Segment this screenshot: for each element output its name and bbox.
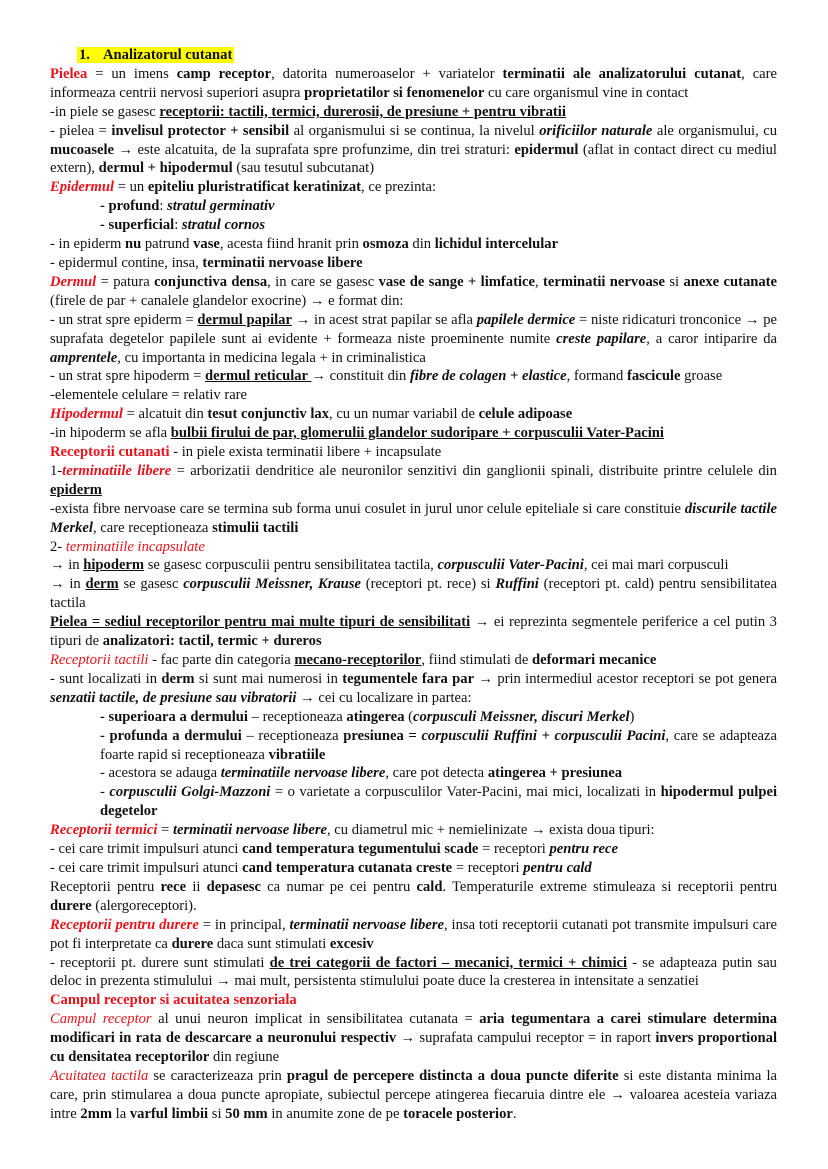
paragraph-p28: [50, 821, 777, 840]
emphasis-text: cand temperatura cutanata creste: [242, 859, 453, 876]
emphasis-text: - profund: [100, 198, 160, 215]
body-text: (: [404, 708, 414, 725]
paragraph-p24: [50, 708, 777, 727]
body-text: se gasesc: [118, 576, 184, 593]
body-text: , cei mai mari corpusculi: [583, 557, 729, 574]
body-text: , care pot detecta: [385, 765, 488, 782]
emphasis-text: atingerea + presiunea: [487, 765, 623, 782]
paragraph-p34: [50, 991, 777, 1010]
emphasis-text: analizatori: tactil, termic + dureros: [102, 633, 322, 650]
body-text: cu care organismul vine in contact: [484, 84, 689, 101]
body-text: → in: [50, 557, 84, 574]
body-text: ,: [534, 273, 544, 290]
term-heading: Hipodermul: [50, 406, 123, 423]
emphasis-text: depasesc: [206, 878, 261, 895]
emphasis-text: dermul reticular: [204, 368, 312, 385]
body-text: -: [100, 784, 110, 801]
emphasis-text: vase de sange + limfatice: [378, 273, 535, 290]
paragraph-p5: [50, 197, 777, 216]
section-number: 1.: [79, 47, 90, 63]
emphasis-text: derm: [85, 576, 119, 593]
emphasis-text: lichidul intercelular: [434, 236, 559, 253]
body-text: , ce prezinta:: [361, 179, 436, 196]
emphasis-text: presiunea =: [343, 727, 417, 744]
emphasis-text: pentru cald: [523, 859, 592, 876]
paragraph-p7: [50, 235, 777, 254]
emphasis-text: receptorii: tactili, termici, durerosii, de presiune + pentru vibratii: [159, 103, 566, 120]
body-text: – receptioneaza: [241, 727, 344, 744]
body-text: -elementele celulare = relativ rare: [50, 387, 248, 404]
document-page: [50, 46, 777, 1124]
term-heading: Campul receptor si acuitatea senzoriala: [50, 992, 297, 1009]
body-text: se caracterizeaza prin: [148, 1067, 287, 1084]
paragraph-p35: [50, 1010, 777, 1067]
emphasis-text: invelisul protector + sensibil: [111, 122, 290, 139]
paragraph-p1: [50, 65, 777, 103]
paragraph-p14: [50, 424, 777, 443]
body-text: (receptori pt. cald) pentru sensibilitatea tactila: [50, 576, 777, 612]
emphasis-text: toracele posterior: [403, 1105, 513, 1122]
paragraph-p32: [50, 916, 777, 954]
body-text: = alcatuit din: [122, 406, 208, 423]
body-text: din regiune: [209, 1049, 280, 1066]
emphasis-text: derm: [161, 670, 195, 687]
body-text: ): [629, 708, 635, 725]
body-text: , care informeaza centrii nervosi superiori asupra: [50, 65, 777, 101]
term-heading: Pielea: [50, 65, 88, 82]
emphasis-text: atingerea: [346, 708, 405, 725]
emphasis-text: durere: [50, 897, 92, 914]
emphasis-text: senzatii tactile, de presiune sau vibratorii: [50, 689, 297, 706]
body-text: → cei cu localizare in partea:: [296, 689, 472, 706]
emphasis-text: stratul cornos: [181, 217, 266, 234]
body-text: , cu un numar variabil de: [329, 406, 479, 423]
body-text: = arborizatii dendritice ale neuronilor senzitivi din ganglionii spinali, distribuite printre celulele din: [171, 462, 777, 479]
body-text: – receptioneaza: [247, 708, 347, 725]
body-text: = un imens: [87, 65, 177, 82]
body-text: = in principal,: [198, 916, 290, 933]
emphasis-text: epiteliu pluristratificat keratinizat: [147, 179, 362, 196]
term-heading: Receptorii pentru durere: [50, 916, 199, 933]
emphasis-text: osmoza: [362, 236, 409, 253]
term-heading: Campul receptor: [50, 1011, 152, 1028]
paragraph-p4: [50, 178, 777, 197]
emphasis-text: terminatii ale analizatorului cutanat: [502, 65, 742, 82]
paragraph-p17: [50, 500, 777, 538]
paragraph-p13: [50, 405, 777, 424]
emphasis-text: mecano-receptorilor: [294, 652, 422, 668]
body-text: - un strat spre epiderm =: [50, 311, 198, 328]
body-text: daca sunt stimulati: [213, 935, 330, 952]
paragraph-p18: [50, 538, 777, 557]
body-text: , insa toti receptorii cutanati pot transmite impulsuri care pot fi interpretate ca: [50, 916, 777, 952]
term-heading: Dermul: [50, 273, 97, 290]
body-text: = niste ridicaturi tronconice → pe suprafata degetelor papilele sunt ai evidente + formeaza niste proeminente numite: [50, 311, 777, 347]
emphasis-text: bulbii firului de par, glomerulii glandelor sudoripare + corpusculii Vater-Pacini: [170, 425, 664, 442]
term-heading: Receptorii cutanati: [50, 444, 170, 461]
emphasis-text: terminatiile nervoase libere: [220, 765, 386, 782]
body-text: si este distanta minima la care, prin stimularea a doua puncte apropiate, subiectul percepe atingerea fiecaruia dintre ele → valoarea acesteia variaza intre: [50, 1067, 777, 1122]
body-text: , a caror intiparire da: [646, 330, 778, 347]
paragraph-p31: [50, 878, 777, 916]
emphasis-text: corpusculii Vater-Pacini: [437, 557, 584, 574]
body-text: groase: [680, 368, 723, 385]
emphasis-text: conjunctiva densa: [154, 273, 268, 290]
body-text: (firele de par + canalele glandelor exocrine) → e format din:: [50, 292, 404, 309]
emphasis-text: tesut conjunctiv lax: [207, 406, 330, 423]
term-heading: terminatiile libere: [62, 462, 172, 479]
body-text: , care receptioneaza: [92, 519, 213, 536]
paragraph-p30: [50, 859, 777, 878]
paragraph-p6: [50, 216, 777, 235]
body-text: - fac parte din categoria: [148, 652, 295, 668]
body-text: - acestora se adauga: [100, 765, 221, 782]
emphasis-text: - superficial: [100, 217, 175, 234]
body-text: =: [157, 822, 173, 839]
body-text: 1-: [50, 462, 63, 479]
emphasis-text: de trei categorii de factori – mecanici, termici + chimici: [269, 954, 628, 971]
body-text: - receptorii pt. durere sunt stimulati: [50, 954, 270, 971]
paragraph-p15: [50, 443, 777, 462]
emphasis-text: vibratiile: [268, 746, 326, 763]
body-text: :: [159, 198, 168, 215]
body-text: (alergoreceptori).: [91, 897, 197, 914]
emphasis-text: corpusculii Golgi-Mazzoni: [109, 784, 271, 801]
paragraph-p12: [50, 386, 777, 405]
emphasis-text: terminatii nervoase libere: [172, 822, 327, 839]
paragraph-p21: [50, 613, 777, 651]
emphasis-text: hipoderm: [83, 557, 145, 574]
emphasis-text: cand temperatura tegumentului scade: [242, 841, 479, 858]
emphasis-text: corpusculi Meissner, discuri Merkel: [413, 708, 630, 725]
emphasis-text: tegumentele fara par: [342, 670, 475, 687]
emphasis-text: 50 mm: [225, 1105, 268, 1122]
emphasis-text: 2mm: [80, 1105, 113, 1122]
body-text: - sunt localizati in: [50, 670, 162, 687]
body-text: - cei care trimit impulsuri atunci: [50, 859, 243, 876]
body-text: - epidermul contine, insa,: [50, 254, 203, 271]
body-text: , in care se gasesc: [267, 273, 379, 290]
body-text: la: [112, 1105, 130, 1122]
section-title: [50, 46, 777, 65]
paragraph-p8: [50, 254, 777, 273]
paragraph-p29: [50, 840, 777, 859]
emphasis-text: pragul de percepere distincta a doua puncte diferite: [286, 1067, 619, 1084]
emphasis-text: papilele dermice: [476, 311, 576, 328]
body-text: -exista fibre nervoase care se termina sub forma unui cosulet in jurul unor celule epiteliale si care constituie: [50, 500, 685, 517]
term-heading: Receptorii termici: [50, 822, 158, 839]
emphasis-text: celule adipoase: [478, 406, 573, 423]
emphasis-text: epidermul: [514, 141, 579, 158]
paragraph-p11: [50, 367, 777, 386]
body-text: se gasesc corpusculii pentru sensibilitatea tactila,: [144, 557, 438, 574]
emphasis-text: mucoasele: [50, 141, 115, 158]
body-text: Receptorii pentru: [50, 878, 161, 895]
paragraph-p9: [50, 273, 777, 311]
paragraph-p22: [50, 651, 777, 670]
emphasis-text: nu: [124, 236, 142, 253]
paragraph-p19: [50, 556, 777, 575]
emphasis-text: pentru rece: [549, 841, 618, 858]
emphasis-text: proprietatilor si fenomenelor: [304, 84, 485, 101]
body-text: → ei reprezinta segmentele periferice a cel putin 3 tipuri de: [50, 614, 777, 650]
section-title-text: Analizatorul cutanat: [103, 47, 233, 63]
paragraph-p23: [50, 670, 777, 708]
emphasis-text: fascicule: [626, 368, 681, 385]
body-text: , acesta fiind hranit prin: [219, 236, 363, 253]
body-text: = un: [114, 179, 148, 196]
body-text: = o varietate a corpusculilor Vater-Pacini, mai mici, localizati in: [270, 784, 661, 801]
emphasis-text: corpusculii Ruffini + corpusculii Pacini: [421, 727, 666, 744]
emphasis-text: anexe cutanate: [683, 273, 778, 290]
paragraph-p27: [50, 783, 777, 821]
emphasis-text: stratul germinativ: [167, 198, 275, 215]
emphasis-text: durere: [171, 935, 214, 952]
body-text: , care se adapteaza foarte rapid si receptioneaza: [100, 727, 777, 763]
emphasis-text: invers proportional cu densitatea receptorilor: [50, 1030, 777, 1066]
emphasis-text: hipodermul pulpei degetelor: [100, 784, 778, 820]
body-text: - in piele exista terminatii libere + incapsulate: [169, 444, 442, 461]
emphasis-text: rece: [160, 878, 187, 895]
body-text: - pielea =: [50, 122, 112, 139]
body-text: - se adapteaza putin sau deloc in prezenta stimulului → mai mult, persistenta stimulului poate duce la cresterea in intensitate a senzatiei: [50, 954, 777, 990]
body-text: si sunt mai numerosi in: [194, 670, 343, 687]
emphasis-text: dermul + hipodermul: [98, 160, 233, 177]
body-text: ii: [186, 878, 207, 895]
emphasis-text: deformari mecanice: [531, 652, 657, 668]
body-text: al organismului si se continua, la nivelul: [289, 122, 540, 139]
body-text: → in: [50, 576, 86, 593]
body-text: (aflat in contact direct cu mediul extern),: [50, 141, 777, 177]
emphasis-text: amprentele: [50, 349, 118, 366]
body-text: , cu importanta in medicina legala + in criminalistica: [117, 349, 426, 366]
emphasis-text: - profunda a dermului: [100, 727, 242, 744]
body-text: ca numar pe cei pentru: [260, 878, 417, 895]
body-text: si: [208, 1105, 226, 1122]
term-heading: Acuitatea tactila: [50, 1067, 149, 1084]
body-text: , datorita numeroaselor + variatelor: [271, 65, 503, 82]
term-heading: terminatiile incapsulate: [65, 538, 205, 555]
body-text: → in acest strat papilar se afla: [291, 311, 477, 328]
paragraph-p25: [50, 727, 777, 765]
emphasis-text: epiderm: [50, 481, 102, 498]
title-highlight: [77, 47, 234, 63]
emphasis-text: corpusculii Meissner, Krause: [183, 576, 361, 593]
body-text: 2-: [50, 538, 66, 555]
paragraph-p26: [50, 764, 777, 783]
emphasis-text: terminatii nervoase: [543, 273, 665, 290]
body-text: -in hipoderm se afla: [50, 425, 171, 442]
body-text: al unui neuron implicat in sensibilitatea cutanata =: [151, 1011, 480, 1028]
emphasis-text: excesiv: [329, 935, 374, 952]
body-text: (receptori pt. rece) si: [360, 576, 496, 593]
body-text: → prin intermediul acestor receptori se pot genera: [474, 670, 777, 687]
paragraph-p20: [50, 575, 777, 613]
paragraph-p10: [50, 311, 777, 368]
document-body: [50, 65, 777, 1124]
body-text: , fiind stimulati de: [421, 652, 532, 668]
emphasis-text: creste papilare: [556, 330, 647, 347]
term-heading: Receptorii tactili: [50, 652, 149, 668]
emphasis-text: Ruffini: [495, 576, 539, 593]
body-text: , cu diametrul mic + nemielinizate → exista doua tipuri:: [326, 822, 655, 839]
body-text: din: [408, 236, 435, 253]
emphasis-text: aria tegumentara a carei stimulare determina modificari in rata de descarcare a neuronului respectiv: [50, 1011, 778, 1047]
body-text: :: [174, 217, 182, 234]
body-text: → suprafata campului receptor = in raport: [396, 1030, 656, 1047]
emphasis-text: camp receptor: [176, 65, 272, 82]
body-text: , formand: [566, 368, 627, 385]
body-text: patrund: [141, 236, 194, 253]
body-text: - un strat spre hipoderm =: [50, 368, 205, 385]
paragraph-p2: [50, 103, 777, 122]
emphasis-text: dermul papilar: [197, 311, 292, 328]
body-text: . Temperaturile extreme stimuleaza si receptorii pentru: [442, 878, 777, 895]
emphasis-text: terminatii nervoase libere: [202, 254, 363, 271]
body-text: (sau tesutul subcutanat): [232, 160, 375, 177]
emphasis-text: stimulii tactili: [212, 519, 299, 536]
body-text: - cei care trimit impulsuri atunci: [50, 841, 243, 858]
body-text: .: [512, 1105, 517, 1122]
paragraph-p3: [50, 122, 777, 179]
emphasis-text: Pielea = sediul receptorilor pentru mai multe tipuri de sensibilitati: [50, 614, 471, 631]
body-text: -in piele se gasesc: [50, 103, 160, 120]
body-text: = patura: [96, 273, 155, 290]
emphasis-text: terminatii nervoase libere: [289, 916, 444, 933]
emphasis-text: cald: [416, 878, 443, 895]
term-heading: Epidermul: [50, 179, 115, 196]
emphasis-text: discurile tactile Merkel: [50, 500, 778, 536]
body-text: → este alcatuita, de la suprafata spre profunzime, din trei straturi:: [114, 141, 515, 158]
body-text: = receptori: [452, 859, 524, 876]
paragraph-p36: [50, 1067, 777, 1124]
emphasis-text: - superioara a dermului: [100, 708, 248, 725]
body-text: in anumite zone de pe: [267, 1105, 404, 1122]
emphasis-text: fibre de colagen + elastice: [409, 368, 567, 385]
paragraph-p33: [50, 954, 777, 992]
body-text: si: [664, 273, 684, 290]
body-text: ale organismului, cu: [652, 122, 778, 139]
emphasis-text: vase: [193, 236, 220, 253]
body-text: = receptori: [478, 841, 550, 858]
body-text: - in epiderm: [50, 236, 125, 253]
paragraph-p16: [50, 462, 777, 500]
body-text: → constituit din: [311, 368, 410, 385]
emphasis-text: orificiilor naturale: [539, 122, 653, 139]
emphasis-text: varful limbii: [129, 1105, 209, 1122]
